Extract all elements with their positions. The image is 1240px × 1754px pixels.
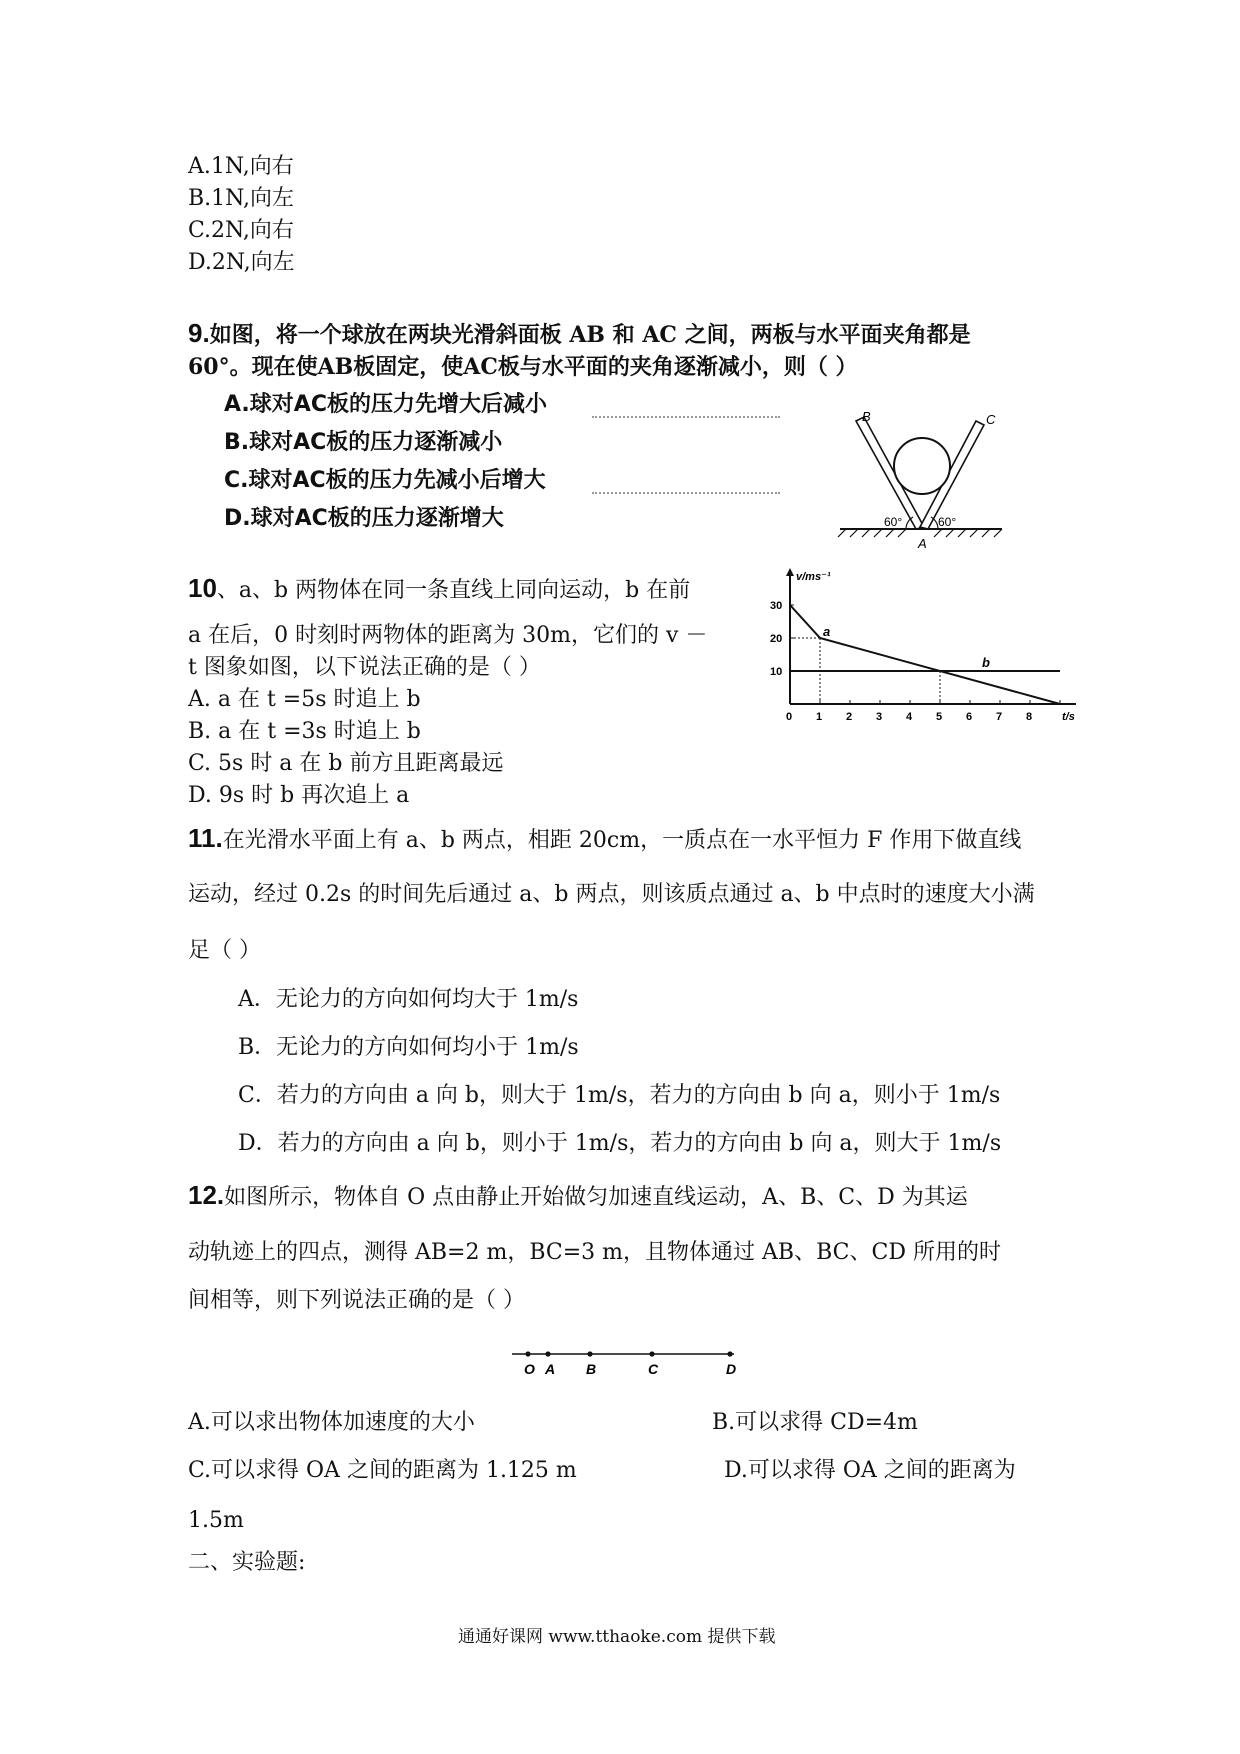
q9-number: 9. bbox=[188, 318, 210, 348]
point-b bbox=[587, 1351, 592, 1356]
x-tick-label: 3 bbox=[876, 711, 883, 723]
q9-ball-diagram bbox=[836, 408, 1006, 550]
q9-option-c: C.球对AC板的压力先减小后增大 bbox=[224, 468, 546, 493]
q10-option-c: C. 5s 时 a 在 b 前方且距离最远 bbox=[188, 751, 504, 776]
vt-chart bbox=[770, 566, 1075, 726]
q10-stem-line2: a 在后，0 时刻时两物体的距离为 30m，它们的 v － bbox=[188, 623, 708, 648]
q11-stem-line3: 足（ ） bbox=[188, 938, 261, 963]
q9-option-a: A.球对AC板的压力先增大后减小 bbox=[224, 392, 547, 417]
y-tick-label: 30 bbox=[770, 600, 783, 612]
point-c bbox=[649, 1351, 654, 1356]
label-c: C bbox=[986, 412, 996, 427]
series-line-a bbox=[790, 605, 1060, 704]
q10-stem-line1 bbox=[188, 573, 690, 606]
q12-stem-line2: 动轨迹上的四点，测得 AB=2 m，BC=3 m，且物体通过 AB、BC、CD 所用的时 bbox=[188, 1240, 1001, 1265]
q9-option-d: D.球对AC板的压力逐渐增大 bbox=[224, 506, 504, 531]
x-tick-label: 1 bbox=[816, 711, 823, 723]
label-c: C bbox=[648, 1361, 659, 1377]
q12-stem-line3: 间相等，则下列说法正确的是（ ） bbox=[188, 1288, 525, 1313]
q12-stem-text1: 如图所示，物体自 O 点由静止开始做匀加速直线运动，A、B、C、D 为其运 bbox=[224, 1185, 968, 1210]
x-tick-label: 8 bbox=[1026, 711, 1033, 723]
x-tick-label: 7 bbox=[996, 711, 1003, 723]
dotted-rule bbox=[592, 492, 780, 494]
q10-stem-text1: 、a、b 两物体在同一条直线上同向运动，b 在前 bbox=[216, 578, 691, 603]
series-label-a: a bbox=[823, 624, 831, 639]
q10-number: 10 bbox=[188, 573, 217, 603]
q10-option-d: D. 9s 时 b 再次追上 a bbox=[188, 783, 410, 808]
y-axis-arrow bbox=[786, 568, 794, 576]
point-a bbox=[545, 1351, 550, 1356]
label-a: A bbox=[918, 536, 927, 551]
q9-stem-text1: 如图，将一个球放在两块光滑斜面板 AB 和 AC 之间，两板与水平面夹角都是 bbox=[209, 322, 971, 348]
section-heading: 二、实验题: bbox=[188, 1550, 306, 1575]
q8-option-b: B.1N,向左 bbox=[188, 186, 294, 211]
q11-option-b: B．无论力的方向如何均小于 1m/s bbox=[238, 1035, 579, 1060]
label-b: B bbox=[586, 1361, 597, 1377]
q11-option-d: D．若力的方向由 a 向 b，则小于 1m/s，若力的方向由 b 向 a，则大于 1m/s bbox=[238, 1131, 1002, 1156]
q10-stem-line3: t 图象如图，以下说法正确的是（ ） bbox=[188, 655, 541, 680]
label-a: A bbox=[545, 1361, 556, 1377]
q9-option-b: B.球对AC板的压力逐渐减小 bbox=[224, 430, 503, 455]
x-tick-label: 0 bbox=[786, 711, 793, 723]
point-o bbox=[525, 1351, 530, 1356]
label-d: D bbox=[726, 1361, 737, 1377]
q12-option-a: A.可以求出物体加速度的大小 bbox=[188, 1410, 475, 1435]
q9-stem-line2: 60°。现在使AB板固定，使AC板与水平面的夹角逐渐减小，则（ ） bbox=[188, 354, 858, 380]
y-tick-label: 10 bbox=[770, 666, 783, 678]
q11-stem-text1: 在光滑水平面上有 a、b 两点，相距 20cm，一质点在一水平恒力 F 作用下做直线 bbox=[222, 828, 1022, 853]
x-tick-label: 5 bbox=[936, 711, 943, 723]
x-tick-label: 6 bbox=[966, 711, 973, 723]
q11-number: 11. bbox=[188, 823, 223, 853]
x-tick-label: 4 bbox=[906, 711, 913, 723]
page-footer: 通通好课网 www.tthaoke.com 提供下载 bbox=[458, 1627, 776, 1647]
q10-option-a: A. a 在 t =5s 时追上 b bbox=[188, 687, 421, 712]
y-tick-label: 20 bbox=[770, 633, 783, 645]
q11-stem-line1 bbox=[188, 823, 1021, 856]
angle-label-right: 60° bbox=[938, 515, 957, 529]
q8-option-d: D.2N,向左 bbox=[188, 250, 295, 275]
label-o: O bbox=[524, 1361, 535, 1377]
angle-label-left: 60° bbox=[884, 515, 903, 529]
label-b: B bbox=[862, 409, 871, 424]
ball bbox=[894, 438, 950, 494]
x-axis-label: t/s bbox=[1062, 711, 1075, 723]
series-label-b: b bbox=[982, 655, 990, 670]
y-axis-label: v/ms⁻¹ bbox=[796, 571, 831, 583]
q11-stem-line2: 运动，经过 0.2s 的时间先后通过 a、b 两点，则该质点通过 a、b 中点时的速度大小满 bbox=[188, 882, 1035, 907]
q8-option-c: C.2N,向右 bbox=[188, 218, 294, 243]
q12-option-b: B.可以求得 CD=4m bbox=[712, 1410, 918, 1435]
q11-option-c: C．若力的方向由 a 向 b，则大于 1m/s，若力的方向由 b 向 a，则小于 1m/s bbox=[238, 1083, 1001, 1108]
q12-option-c: C.可以求得 OA 之间的距离为 1.125 m bbox=[188, 1458, 577, 1483]
q12-option-d-continued: 1.5m bbox=[188, 1508, 244, 1533]
dotted-rule bbox=[592, 416, 780, 418]
q8-option-a: A.1N,向右 bbox=[188, 154, 294, 179]
q11-option-a: A．无论力的方向如何均大于 1m/s bbox=[238, 987, 579, 1012]
q10-option-b: B. a 在 t =3s 时追上 b bbox=[188, 719, 421, 744]
x-tick-label: 2 bbox=[846, 711, 853, 723]
q9-stem-line1 bbox=[188, 318, 971, 350]
q12-trajectory-diagram bbox=[508, 1346, 740, 1380]
q12-number: 12. bbox=[188, 1180, 225, 1210]
q12-option-d: D.可以求得 OA 之间的距离为 bbox=[724, 1458, 1016, 1483]
point-d bbox=[727, 1351, 732, 1356]
q12-stem-line1 bbox=[188, 1180, 968, 1213]
